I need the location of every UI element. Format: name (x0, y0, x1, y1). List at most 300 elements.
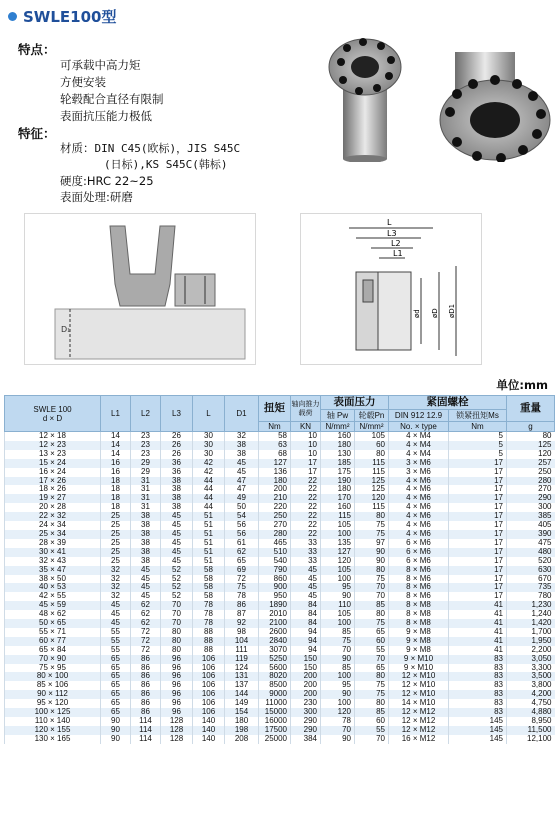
table-cell: 61 (225, 539, 259, 548)
table-cell: 90 (101, 717, 131, 726)
table-cell: 8 × M6 (389, 583, 449, 592)
table-cell: 12 × M10 (389, 690, 449, 699)
table-cell: 80 (355, 672, 389, 681)
table-cell: 2,200 (507, 646, 555, 655)
table-cell: 22 (291, 512, 321, 521)
table-cell: 140 (193, 717, 225, 726)
table-cell: 44 (193, 503, 225, 512)
table-cell: 49 (225, 494, 259, 503)
table-cell: 54 (225, 512, 259, 521)
table-cell: 80 (507, 432, 555, 441)
table-cell: 41 (449, 637, 507, 646)
table-cell: 95 (321, 681, 355, 690)
table-cell: 97 (355, 539, 389, 548)
table-cell: 36 (161, 468, 193, 477)
table-cell: 60 × 77 (5, 637, 101, 646)
table-cell: 9 × M8 (389, 637, 449, 646)
table-cell: 38 (131, 539, 161, 548)
table-cell: 5 (449, 450, 507, 459)
table-cell: 9 × M10 (389, 655, 449, 664)
table-cell: 47 (225, 477, 259, 486)
table-cell: 6 × M6 (389, 557, 449, 566)
table-cell: 51 (193, 539, 225, 548)
table-cell: 75 × 95 (5, 664, 101, 673)
table-cell: 3,050 (507, 655, 555, 664)
table-cell: 86 (131, 690, 161, 699)
table-cell: 29 (131, 459, 161, 468)
table-cell: 56 (225, 530, 259, 539)
dim-label-L: L (387, 218, 392, 227)
table-cell: 125 (355, 477, 389, 486)
table-cell: 198 (225, 726, 259, 735)
table-cell: 105 (321, 610, 355, 619)
table-cell: 62 (131, 601, 161, 610)
table-cell: 98 (225, 628, 259, 637)
table-cell: 80 (355, 450, 389, 459)
th-axial-unit: KN (291, 422, 321, 432)
table-cell: 58 (259, 432, 291, 441)
table-cell: 65 (101, 655, 131, 664)
table-cell: 5 (449, 432, 507, 441)
table-cell: 257 (507, 459, 555, 468)
table-cell: 3 × M6 (389, 468, 449, 477)
table-cell: 6 × M6 (389, 539, 449, 548)
table-cell: 120 (355, 494, 389, 503)
drawing-label-D1: D₁ (61, 325, 71, 334)
table-cell: 45 (225, 468, 259, 477)
th-weight-unit: g (507, 422, 555, 432)
table-cell: 51 (193, 548, 225, 557)
table-cell: 41 (449, 619, 507, 628)
table-cell: 17 (291, 468, 321, 477)
table-cell: 10 (291, 450, 321, 459)
table-cell: 75 (355, 619, 389, 628)
table-cell: 9 × M10 (389, 664, 449, 673)
table-cell: 22 (291, 494, 321, 503)
table-cell: 45 (101, 610, 131, 619)
table-cell: 32 (101, 566, 131, 575)
table-cell: 45 (161, 557, 193, 566)
table-cell: 30 (193, 432, 225, 441)
table-cell: 36 (161, 459, 193, 468)
table-cell: 220 (259, 503, 291, 512)
table-cell: 12 × 18 (5, 432, 101, 441)
table-cell: 72 (131, 637, 161, 646)
table-cell: 13 × 23 (5, 450, 101, 459)
table-cell: 250 (507, 468, 555, 477)
table-cell: 14 (101, 441, 131, 450)
table-cell: 25 (101, 512, 131, 521)
th-axial: 轴向推力载荷 (291, 396, 321, 422)
table-cell: 390 (507, 530, 555, 539)
table-cell: 90 (321, 655, 355, 664)
table-cell: 31 (131, 477, 161, 486)
table-cell: 90 (355, 548, 389, 557)
table-cell: 16 (101, 468, 131, 477)
table-cell: 83 (449, 708, 507, 717)
table-cell: 51 (193, 557, 225, 566)
table-cell: 510 (259, 548, 291, 557)
table-cell: 12 × M12 (389, 708, 449, 717)
table-cell: 106 (193, 699, 225, 708)
table-cell: 150 (291, 664, 321, 673)
table-cell: 32 (101, 592, 131, 601)
table-cell: 480 (507, 548, 555, 557)
table-cell: 30 (193, 441, 225, 450)
table-cell: 114 (131, 735, 161, 744)
table-cell: 51 (193, 521, 225, 530)
table-cell: 65 × 84 (5, 646, 101, 655)
table-cell: 58 (193, 566, 225, 575)
material-line-2: (日标),KS S45C(韩标) (104, 158, 228, 171)
table-cell: 3,800 (507, 681, 555, 690)
table-cell: 94 (291, 637, 321, 646)
table-cell: 84 (291, 601, 321, 610)
table-cell: 6 × M6 (389, 548, 449, 557)
table-cell: 630 (507, 566, 555, 575)
dim-label-L2: L2 (391, 239, 401, 248)
table-cell: 22 (291, 485, 321, 494)
table-cell: 100 (321, 575, 355, 584)
table-cell: 45 × 59 (5, 601, 101, 610)
table-cell: 45 (291, 575, 321, 584)
table-cell: 280 (507, 477, 555, 486)
table-cell: 96 (161, 664, 193, 673)
table-cell: 8 × M6 (389, 575, 449, 584)
table-cell: 70 (321, 646, 355, 655)
table-cell: 32 (225, 432, 259, 441)
table-cell: 20 × 28 (5, 503, 101, 512)
table-cell: 110 × 140 (5, 717, 101, 726)
table-cell: 80 (355, 566, 389, 575)
table-cell: 8 × M8 (389, 601, 449, 610)
table-cell: 17 (449, 494, 507, 503)
table-cell: 70 (161, 610, 193, 619)
table-cell: 78 (193, 601, 225, 610)
table-cell: 4 × M6 (389, 512, 449, 521)
table-cell: 96 (161, 655, 193, 664)
table-cell: 51 (193, 512, 225, 521)
table-cell: 540 (259, 557, 291, 566)
table-cell: 75 (355, 521, 389, 530)
table-cell: 41 (449, 610, 507, 619)
table-cell: 90 (355, 557, 389, 566)
table-cell: 33 (291, 557, 321, 566)
table-cell: 127 (259, 459, 291, 468)
table-cell: 38 (161, 494, 193, 503)
table-cell: 45 (225, 459, 259, 468)
table-cell: 86 (225, 601, 259, 610)
table-cell: 280 (259, 530, 291, 539)
table-cell: 55 (101, 637, 131, 646)
table-cell: 55 (355, 646, 389, 655)
table-cell: 384 (291, 735, 321, 744)
table-cell: 52 (161, 575, 193, 584)
table-cell: 140 (193, 726, 225, 735)
table-cell: 26 (161, 441, 193, 450)
th-torque: 扭矩 (259, 396, 291, 422)
table-cell: 45 (291, 583, 321, 592)
table-cell: 17 (449, 539, 507, 548)
table-cell: 65 (355, 628, 389, 637)
table-cell: 75 (225, 583, 259, 592)
table-cell: 4 × M6 (389, 503, 449, 512)
table-cell: 2010 (259, 610, 291, 619)
table-cell: 9 × M8 (389, 628, 449, 637)
table-cell: 270 (259, 521, 291, 530)
table-cell: 4 × M6 (389, 485, 449, 494)
table-cell: 45 (131, 566, 161, 575)
table-cell: 32 × 43 (5, 557, 101, 566)
table-cell: 55 (101, 628, 131, 637)
table-cell: 15 × 24 (5, 459, 101, 468)
table-cell: 900 (259, 583, 291, 592)
table-cell: 69 (225, 566, 259, 575)
table-cell: 17 (449, 575, 507, 584)
table-cell: 17 (449, 459, 507, 468)
table-cell: 115 (355, 503, 389, 512)
table-cell: 35 × 47 (5, 566, 101, 575)
table-cell: 25000 (259, 735, 291, 744)
table-cell: 520 (507, 557, 555, 566)
table-cell: 85 × 106 (5, 681, 101, 690)
table-cell: 25 (101, 530, 131, 539)
table-cell: 17 (449, 477, 507, 486)
table-cell: 16 × M12 (389, 735, 449, 744)
table-cell: 96 (161, 690, 193, 699)
table-cell: 115 (355, 468, 389, 477)
table-cell: 50 (225, 503, 259, 512)
table-cell: 32 (101, 575, 131, 584)
table-cell: 22 × 32 (5, 512, 101, 521)
table-cell: 127 (321, 548, 355, 557)
table-cell: 80 (355, 610, 389, 619)
th-shaft-unit: N/mm² (321, 422, 355, 432)
table-cell: 31 (131, 494, 161, 503)
table-cell: 83 (449, 690, 507, 699)
table-cell: 465 (259, 539, 291, 548)
table-cell: 131 (225, 672, 259, 681)
table-cell: 70 (161, 601, 193, 610)
table-cell: 25 (101, 557, 131, 566)
th-bolt-torque: 锁紧扭矩Ms (449, 410, 507, 422)
table-cell: 950 (259, 592, 291, 601)
table-cell: 44 (193, 485, 225, 494)
table-cell: 100 (321, 530, 355, 539)
table-cell: 75 (321, 637, 355, 646)
table-cell: 62 (131, 619, 161, 628)
table-cell: 80 (161, 628, 193, 637)
table-cell: 88 (193, 637, 225, 646)
surface-text: 表面处理:研磨 (60, 190, 133, 204)
th-L1: L1 (101, 396, 131, 432)
table-cell: 385 (507, 512, 555, 521)
table-cell: 144 (225, 690, 259, 699)
table-cell: 60 (355, 441, 389, 450)
table-cell: 88 (193, 628, 225, 637)
table-cell: 65 (101, 708, 131, 717)
table-cell: 190 (321, 477, 355, 486)
table-cell: 12 × M10 (389, 681, 449, 690)
table-cell: 114 (131, 726, 161, 735)
table-cell: 51 (193, 530, 225, 539)
table-cell: 72 (225, 575, 259, 584)
bullet-dot-icon (8, 12, 17, 21)
table-cell: 90 (321, 735, 355, 744)
table-cell: 4,200 (507, 690, 555, 699)
table-cell: 48 × 62 (5, 610, 101, 619)
table-cell: 17 (449, 557, 507, 566)
table-cell: 17 (449, 485, 507, 494)
table-cell: 105 (321, 521, 355, 530)
table-cell: 10 (291, 432, 321, 441)
table-cell: 670 (507, 575, 555, 584)
table-cell: 105 (355, 432, 389, 441)
table-cell: 135 (321, 539, 355, 548)
table-cell: 130 × 165 (5, 735, 101, 744)
table-cell: 90 × 112 (5, 690, 101, 699)
table-cell: 85 (355, 708, 389, 717)
table-cell: 17 (449, 566, 507, 575)
table-row (5, 735, 555, 744)
table-cell: 12 × 23 (5, 441, 101, 450)
table-cell: 28 × 39 (5, 539, 101, 548)
table-cell: 70 (161, 619, 193, 628)
table-cell: 78 (321, 717, 355, 726)
table-cell: 45 (291, 592, 321, 601)
table-cell: 25 (101, 521, 131, 530)
table-cell: 85 (321, 664, 355, 673)
table-cell: 1,230 (507, 601, 555, 610)
table-cell: 80 (161, 637, 193, 646)
table-cell: 72 (131, 628, 161, 637)
table-cell: 70 (355, 583, 389, 592)
table-cell: 14 × M10 (389, 699, 449, 708)
table-cell: 106 (193, 655, 225, 664)
table-cell: 119 (225, 655, 259, 664)
table-cell: 18 (101, 503, 131, 512)
table-cell: 4,750 (507, 699, 555, 708)
table-cell: 230 (291, 699, 321, 708)
table-cell: 45 (101, 601, 131, 610)
feature-item: 方便安装 (60, 75, 106, 89)
table-cell: 80 (161, 646, 193, 655)
table-cell: 180 (259, 477, 291, 486)
table-cell: 23 (131, 441, 161, 450)
table-cell: 111 (225, 646, 259, 655)
spec-table (4, 395, 555, 744)
table-cell: 41 (449, 646, 507, 655)
table-cell: 11000 (259, 699, 291, 708)
feature-item: 表面抗压能力极低 (60, 109, 152, 123)
table-cell: 65 (101, 672, 131, 681)
table-cell: 44 (193, 477, 225, 486)
table-cell: 95 (321, 583, 355, 592)
table-cell: 124 (225, 664, 259, 673)
table-cell: 735 (507, 583, 555, 592)
table-cell: 42 × 55 (5, 592, 101, 601)
table-cell: 29 (131, 468, 161, 477)
table-cell: 58 (193, 583, 225, 592)
table-cell: 80 (355, 699, 389, 708)
table-cell: 55 (101, 646, 131, 655)
table-cell: 22 (291, 477, 321, 486)
table-cell: 96 (161, 681, 193, 690)
table-cell: 145 (449, 717, 507, 726)
table-cell: 4 × M6 (389, 477, 449, 486)
table-cell: 17 (449, 548, 507, 557)
table-cell: 104 (225, 637, 259, 646)
dim-label-D1: øD1 (448, 303, 456, 318)
table-cell: 55 (355, 726, 389, 735)
table-cell: 45 (101, 619, 131, 628)
table-cell: 96 (161, 699, 193, 708)
table-cell: 55 × 71 (5, 628, 101, 637)
table-cell: 208 (225, 735, 259, 744)
table-cell: 70 × 90 (5, 655, 101, 664)
table-cell: 860 (259, 575, 291, 584)
table-cell: 12 × M10 (389, 672, 449, 681)
table-cell: 270 (507, 485, 555, 494)
table-cell: 78 (193, 610, 225, 619)
th-L: L (193, 396, 225, 432)
unit-label: 单位:mm (496, 378, 548, 392)
table-cell: 44 (193, 494, 225, 503)
table-cell: 38 (225, 450, 259, 459)
table-cell: 86 (131, 664, 161, 673)
table-cell: 52 (161, 583, 193, 592)
table-cell: 65 (101, 681, 131, 690)
table-cell: 10 (291, 441, 321, 450)
table-cell: 31 (131, 503, 161, 512)
table-cell: 106 (193, 664, 225, 673)
table-cell: 128 (161, 726, 193, 735)
dim-label-D: øD (431, 308, 439, 318)
table-cell: 100 × 125 (5, 708, 101, 717)
table-cell: 15000 (259, 708, 291, 717)
table-cell: 14 (101, 450, 131, 459)
table-cell: 65 (101, 699, 131, 708)
table-cell: 137 (225, 681, 259, 690)
table-cell: 160 (321, 503, 355, 512)
table-cell: 70 (355, 735, 389, 744)
table-cell: 83 (449, 681, 507, 690)
table-cell: 210 (259, 494, 291, 503)
table-cell: 40 × 53 (5, 583, 101, 592)
table-cell: 790 (259, 566, 291, 575)
table-cell: 38 (131, 512, 161, 521)
table-cell: 290 (291, 717, 321, 726)
table-cell: 8,950 (507, 717, 555, 726)
table-cell: 58 (193, 575, 225, 584)
table-cell: 8500 (259, 681, 291, 690)
table-cell: 65 (101, 690, 131, 699)
table-cell: 150 (291, 655, 321, 664)
table-cell: 5600 (259, 664, 291, 673)
table-cell: 17 (449, 503, 507, 512)
table-cell: 125 (355, 485, 389, 494)
table-cell: 25 (101, 548, 131, 557)
dim-label-d: ød (413, 309, 421, 318)
table-cell: 47 (225, 485, 259, 494)
table-cell: 58 (193, 592, 225, 601)
table-cell: 405 (507, 521, 555, 530)
table-cell: 60 (355, 637, 389, 646)
table-cell: 85 (355, 601, 389, 610)
table-cell: 86 (131, 708, 161, 717)
table-cell: 80 (355, 512, 389, 521)
table-cell: 30 × 41 (5, 548, 101, 557)
